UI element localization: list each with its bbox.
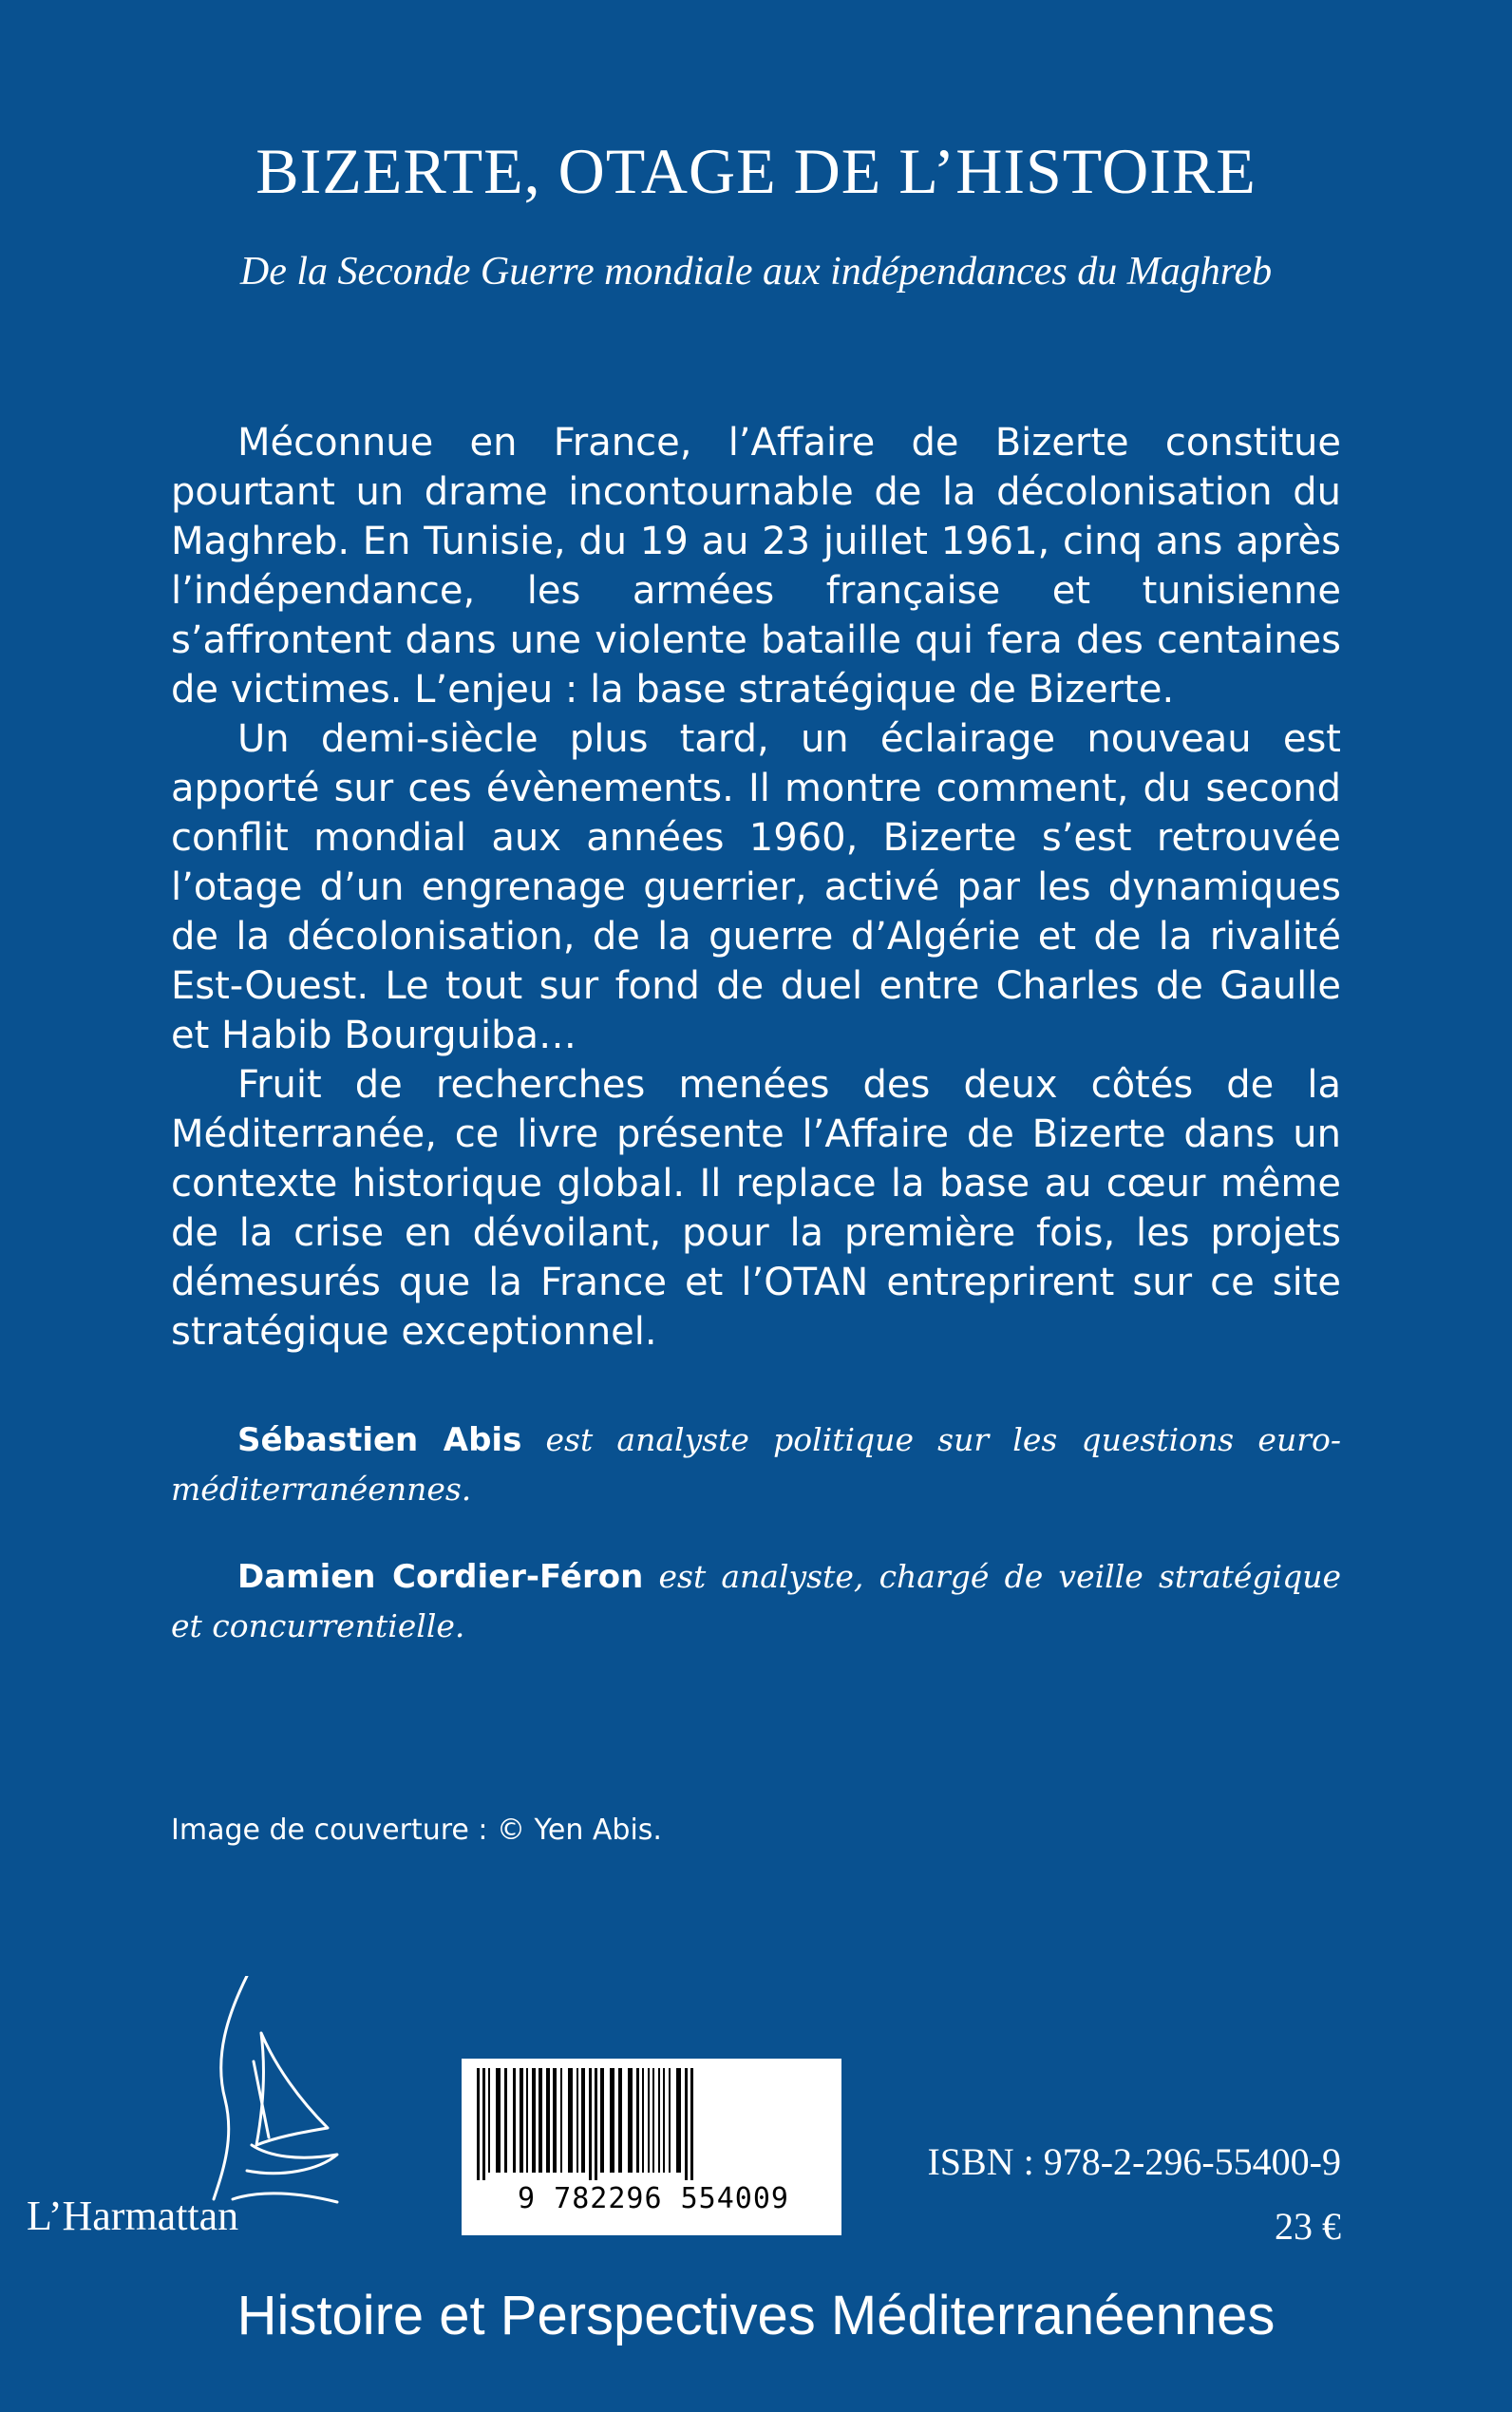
barcode-bar <box>581 2068 585 2173</box>
barcode-bar <box>532 2068 536 2173</box>
price-label: 23 € <box>1275 2205 1341 2248</box>
barcode-bar <box>568 2068 573 2173</box>
author-name: Sébastien Abis <box>237 1421 522 1459</box>
barcode-bar <box>595 2068 597 2180</box>
barcode-bar <box>652 2068 654 2173</box>
barcode-bar <box>477 2068 480 2180</box>
barcode-bar <box>589 2068 592 2180</box>
barcode-bar <box>539 2068 542 2173</box>
barcode-bar <box>642 2068 644 2173</box>
isbn-number: ISBN : 978-2-296-55400-9 <box>927 2140 1341 2183</box>
author-bio <box>171 1415 1341 1514</box>
summary-paragraph: Fruit de recherches menées des deux côtés de la Méditerranée, ce livre présente l’Affaire de Bizerte dans un contexte historique global. Il replace la base au cœur même de la crise en dévoilant, pour la première fois, les projets démesurés que la France et l’OTAN entreprirent sur ce site stratégique exceptionnel. <box>171 1063 1341 1354</box>
author-bios <box>171 1415 1341 1689</box>
publisher-logo-text: L’Harmattan <box>27 2193 239 2239</box>
barcode-bar <box>546 2068 550 2173</box>
barcode-bar <box>513 2068 516 2173</box>
barcode-bar <box>600 2068 604 2173</box>
author-description: est analyste politique sur les questions euro-méditerranéennes. <box>171 1421 1341 1508</box>
isbn-barcode <box>462 2059 841 2235</box>
barcode-bar <box>553 2068 557 2173</box>
barcode-bar <box>690 2068 693 2180</box>
summary-paragraph: Un demi-siècle plus tard, un éclairage nouveau est apporté sur ces évènements. Il montre comment, du second conflit mondial aux années 1960, Bizerte s’est retrouvée l’otage d’un engrenage guerrier, activé par les dynamiques de la décolonisation, de la guerre d’Algérie et de la rivalité Est-Ouest. Le tout sur fond de duel entre Charles de Gaulle et Habib Bourguiba… <box>171 717 1341 1057</box>
barcode-bar <box>526 2068 528 2173</box>
barcode-bar <box>610 2068 614 2173</box>
barcode-bar <box>628 2068 633 2173</box>
author-name: Damien Cordier-Féron <box>237 1558 644 1596</box>
barcode-bar <box>496 2068 501 2173</box>
barcode-bar <box>520 2068 523 2173</box>
cover-image-credit: Image de couverture : © Yen Abis. <box>171 1814 662 1847</box>
book-subtitle: De la Seconde Guerre mondiale aux indépendances du Maghreb <box>239 250 1273 294</box>
barcode-bars <box>463 2061 840 2184</box>
barcode-bar <box>482 2068 485 2180</box>
barcode-bar <box>636 2068 639 2173</box>
barcode-bar <box>669 2068 671 2173</box>
summary-paragraph: Méconnue en France, l’Affaire de Bizerte constitue pourtant un drame incontournable de la décolonisation du Maghreb. En Tunisie, du 19 au 23 juillet 1961, cinq ans après l’indépendance, les armées française et tunisienne s’affrontent dans une violente bataille qui fera des centaines de victimes. L’enjeu : la base stratégique de Bizerte. <box>171 421 1341 712</box>
author-description: est analyste, chargé de veille stratégique et concurrentielle. <box>171 1558 1341 1644</box>
series-title: Histoire et Perspectives Méditerranéennes <box>236 2285 1276 2346</box>
barcode-bar <box>685 2068 688 2180</box>
barcode-digits: 9 782296 554009 <box>518 2182 789 2215</box>
barcode-bar <box>658 2068 660 2173</box>
author-bio <box>171 1552 1341 1651</box>
barcode-bar <box>676 2068 681 2173</box>
barcode-bar <box>488 2068 490 2173</box>
barcode-bar <box>576 2068 578 2173</box>
barcode-bar <box>618 2068 622 2173</box>
barcode-bar <box>648 2068 650 2173</box>
barcode-bar <box>663 2068 665 2173</box>
book-title: BIZERTE, OTAGE DE L’HISTOIRE <box>255 135 1257 207</box>
barcode-bar <box>560 2068 562 2173</box>
barcode-bar <box>504 2068 507 2173</box>
back-cover-summary <box>171 418 1341 1357</box>
